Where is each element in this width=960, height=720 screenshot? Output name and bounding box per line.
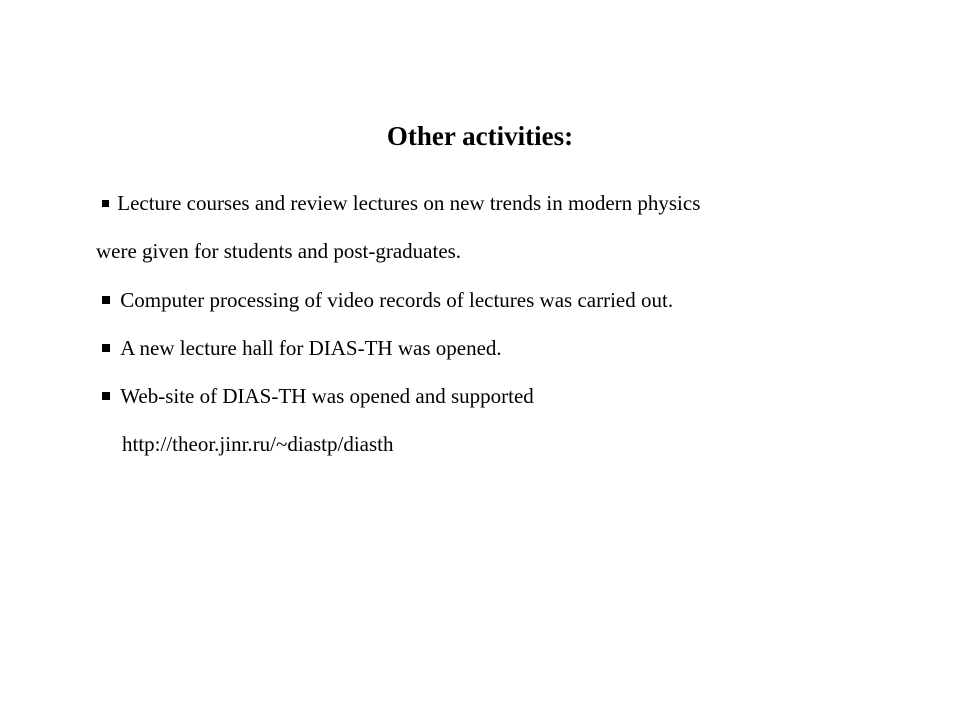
bullet-continuation: were given for students and post-graduates. — [96, 239, 462, 263]
bullet-item-lectures — [102, 189, 700, 217]
bullet-item-lecture-hall — [102, 334, 502, 362]
bullet-text: Computer processing of video records of lectures was carried out. — [120, 288, 674, 312]
bullet-text: A new lecture hall for DIAS-TH was opened. — [120, 336, 502, 360]
square-bullet-icon — [102, 296, 110, 304]
square-bullet-icon — [102, 392, 110, 400]
square-bullet-icon — [102, 344, 110, 352]
slide-title: Other activities: — [386, 121, 574, 151]
bullet-text: Lecture courses and review lectures on new trends in modern physics — [117, 191, 701, 215]
bullet-item-video-processing — [102, 286, 673, 314]
bullet-item-website — [102, 382, 534, 410]
bullet-text: Web-site of DIAS-TH was opened and supported — [120, 384, 534, 408]
website-url[interactable]: http://theor.jinr.ru/~diastp/diasth — [122, 432, 394, 456]
square-bullet-icon — [102, 200, 109, 207]
